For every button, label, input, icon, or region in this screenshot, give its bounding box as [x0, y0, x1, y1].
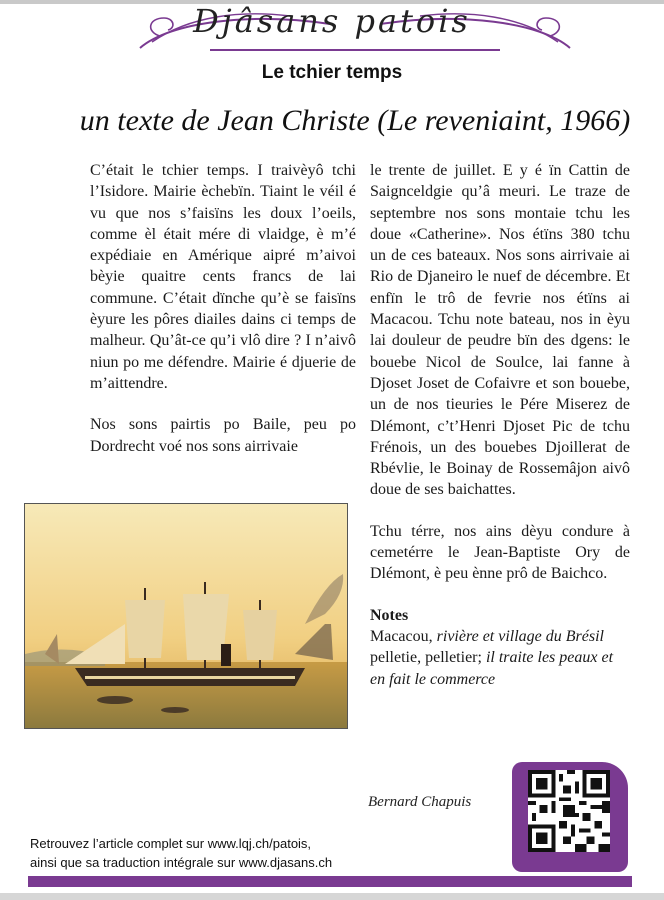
note-definition: rivière et village du Brésil [436, 627, 604, 645]
article-column-left [90, 160, 356, 477]
article-byline: un texte de Jean Christe (Le reveniaint, 1966) [79, 104, 631, 137]
notes-section [370, 605, 630, 690]
footer-line[interactable]: ainsi que sa traduction intégrale sur www.djasans.ch [30, 855, 333, 870]
ship-painting [24, 503, 348, 729]
article-column-right [370, 160, 630, 690]
note-item [370, 647, 630, 690]
bottom-edge [0, 893, 664, 900]
paragraph: C’était le tchier temps. I traivèyô tchi l’Isidore. Mairie èchebïn. Tiaint le véil é vu que nos s’faisïns les doux l’oeils, comme èl était mére di vlaidge, è m’é expédiaie en Amérique aipré m’aivoi bèyie quaitre cents francs de lai commune. C’était dïnche qu’è se faisïns èyure les pôres diailes dains ci temps de malheur. Qu’ât-ce qu’i vlô dire ? I n’aivô niun po me défendre. Mairie é djuerie de m’aittendre. [90, 162, 356, 392]
note-definition: il traite les peaux et en fait le commerce [370, 649, 614, 688]
note-item [370, 626, 630, 647]
author-signature: Bernard Chapuis [368, 794, 472, 810]
footer-line[interactable]: Retrouvez l’article complet sur www.lqj.ch/patois, [30, 836, 312, 851]
article-title: Le tchier temps [261, 62, 403, 83]
masthead-title: Djâsans patois [193, 2, 471, 40]
qr-code-icon[interactable] [528, 770, 610, 852]
footer-accent-bar [28, 876, 632, 887]
paragraph: Nos sons pairtis po Baile, peu po Dordrecht voé nos sons airrivaie [90, 416, 356, 455]
paragraph: le trente de juillet. E y é ïn Cattin de Saignceldgie qu’â meuri. Le traze de septembre nos sons montaie tchu les doue «Catherine». Nos étïns 380 tchu un de ces bateaux. Nos sons airrivaie ai Rio de Djaneiro le nuef de décembre. Et enfïn le trô de fevrie nos étïns ai Macacou. Tchu note bateau, nos in èyu lai douleur de peudre bïn des dgens: le bouebe Nicol de Soulce, lai fanne à Djoset Joset de Cofaivre et son bouebe, un de nos tieuries le Pére Miserez de Dlémont, c’t’Henri Djoset Pic de tchu Frénois, un des bouebes Djoillerat de Rbévlie, le Boinay de Rossemâjon aivô doue de ses baichattes. [370, 162, 630, 499]
footer-text [30, 834, 332, 872]
note-term: Macacou, [370, 627, 433, 645]
notes-heading: Notes [370, 606, 409, 624]
paragraph: Tchu térre, nos ains dèyu condure à cemetérre le Jean-Baptiste Ory de Dlémont, è peu ènne prô de Baichco. [370, 522, 630, 583]
note-term: pelletie, pelletier; [370, 649, 482, 667]
